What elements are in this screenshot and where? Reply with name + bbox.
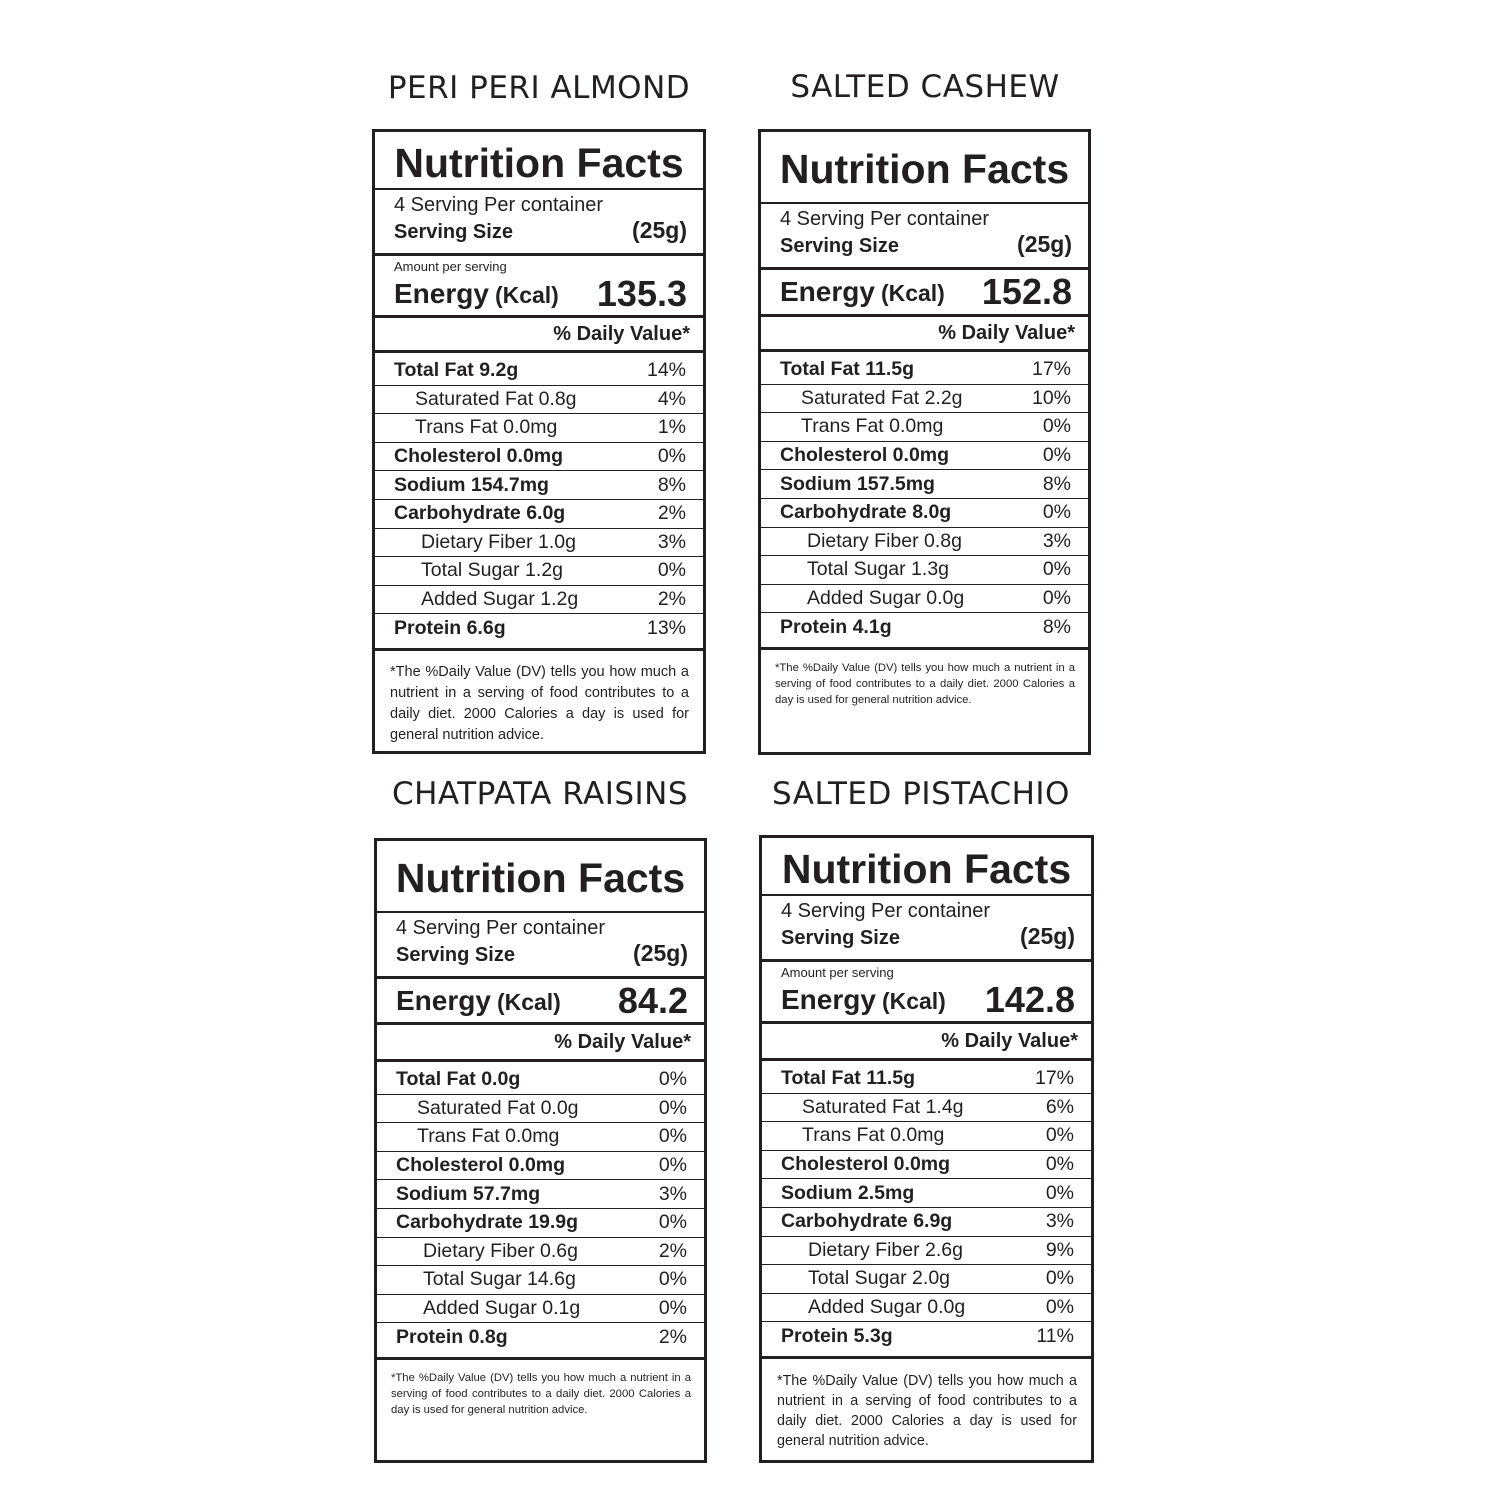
nutrient-row <box>375 443 703 472</box>
nutrient-daily-value: 0% <box>658 1154 687 1177</box>
nutrient-row <box>377 1209 704 1238</box>
nutrient-row <box>761 413 1088 442</box>
nutrient-name: Saturated Fat 0.8g <box>415 387 577 410</box>
nutrient-name: Total Fat 0.0g <box>396 1068 521 1091</box>
energy-row <box>780 270 1072 314</box>
energy-section <box>377 979 704 1025</box>
nutrient-name: Carbohydrate 19.9g <box>396 1211 579 1234</box>
energy-row <box>781 981 1075 1019</box>
nutrient-daily-value: 3% <box>1045 1210 1074 1233</box>
nutrient-row <box>762 1265 1091 1294</box>
nutrient-row <box>762 1294 1091 1323</box>
nutrition-facts-panel <box>372 129 706 754</box>
nutrient-name: Protein 6.6g <box>394 617 506 640</box>
nutrient-daily-value: 17% <box>1031 358 1071 381</box>
nutrient-row <box>377 1323 704 1352</box>
nutrient-name: Carbohydrate 6.0g <box>394 502 566 525</box>
nutrient-row <box>761 499 1088 528</box>
servings-per-container: 4 Serving Per container <box>781 900 991 922</box>
serving-size-label: Serving Size <box>394 221 513 243</box>
nutrition-facts-panel <box>759 835 1094 1463</box>
nutrient-name: Saturated Fat 0.0g <box>417 1096 579 1119</box>
daily-value-header: % Daily Value* <box>377 1025 704 1062</box>
nutrient-row <box>761 442 1088 471</box>
serving-size-value: (25g) <box>633 940 688 966</box>
nutrient-name: Trans Fat 0.0mg <box>802 1124 945 1147</box>
daily-value-footnote: *The %Daily Value (DV) tells you how much a nutrient in a serving of food contributes to a daily diet. 2000 Calories a day is used for general nutrition advice. <box>775 662 1075 706</box>
nutrient-daily-value: 0% <box>1045 1181 1074 1204</box>
nutrient-name: Cholesterol 0.0mg <box>396 1154 566 1177</box>
nutrient-name: Protein 0.8g <box>396 1326 508 1349</box>
nutrient-name: Trans Fat 0.0mg <box>415 416 558 439</box>
nutrient-name: Total Sugar 1.2g <box>421 559 564 582</box>
nutrient-daily-value: 8% <box>1042 472 1071 495</box>
serving-info <box>375 190 703 256</box>
serving-size-value: (25g) <box>632 217 687 243</box>
nutrient-list <box>762 1061 1091 1359</box>
nutrient-name: Added Sugar 0.1g <box>423 1297 581 1320</box>
nutrient-daily-value: 0% <box>658 1096 687 1119</box>
nutrient-name: Sodium 154.7mg <box>394 473 549 496</box>
nutrient-daily-value: 10% <box>1031 386 1071 409</box>
energy-row <box>396 979 688 1022</box>
nutrient-daily-value: 2% <box>658 1326 687 1349</box>
energy-value: 152.8 <box>981 271 1072 312</box>
nutrient-name: Dietary Fiber 0.6g <box>423 1239 578 1262</box>
nutrient-name: Sodium 57.7mg <box>396 1182 541 1205</box>
nutrient-daily-value: 3% <box>658 1182 687 1205</box>
servings-per-container: 4 Serving Per container <box>394 194 604 216</box>
nutrient-row <box>762 1179 1091 1208</box>
nutrient-row <box>762 1065 1091 1094</box>
energy-label: Energy (Kcal) <box>781 984 946 1015</box>
nutrient-name: Added Sugar 0.0g <box>808 1296 966 1319</box>
nutrient-daily-value: 1% <box>657 416 686 439</box>
nutrition-facts-panel <box>758 129 1091 755</box>
nutrient-daily-value: 0% <box>658 1211 687 1234</box>
energy-unit: (Kcal) <box>496 988 561 1015</box>
serving-size-row <box>781 923 1075 950</box>
daily-value-header: % Daily Value* <box>375 318 703 353</box>
product-title: SALTED CASHEW <box>790 69 1060 105</box>
nutrient-name: Total Sugar 1.3g <box>807 558 950 581</box>
daily-value-footnote: *The %Daily Value (DV) tells you how much a nutrient in a serving of food contributes to a daily diet. 2000 Calories a day is used for general nutrition advice. <box>777 1373 1077 1449</box>
nutrient-name: Trans Fat 0.0mg <box>417 1125 560 1148</box>
nutrient-daily-value: 11% <box>1036 1325 1074 1348</box>
energy-unit: (Kcal) <box>880 280 945 306</box>
nutrient-daily-value: 4% <box>657 387 686 410</box>
nutrient-row <box>377 1266 704 1295</box>
nutrient-row <box>375 557 703 586</box>
nutrient-name: Total Fat 11.5g <box>781 1067 916 1090</box>
nutrient-row <box>761 556 1088 585</box>
nutrient-row <box>761 528 1088 557</box>
nutrition-facts-title: Nutrition Facts <box>762 838 1091 896</box>
nutrient-row <box>761 385 1088 414</box>
nutrient-name: Protein 4.1g <box>780 616 892 639</box>
amount-per-serving: Amount per serving <box>394 259 507 274</box>
nutrient-list <box>761 352 1088 650</box>
nutrient-daily-value: 0% <box>657 559 686 582</box>
nutrient-row <box>375 357 703 386</box>
nutrient-daily-value: 8% <box>657 473 686 496</box>
daily-value-header: % Daily Value* <box>762 1024 1091 1061</box>
energy-label: Energy (Kcal) <box>396 984 561 1016</box>
nutrient-name: Saturated Fat 2.2g <box>801 386 963 409</box>
nutrition-facts-title: Nutrition Facts <box>375 132 703 190</box>
nutrient-row <box>375 386 703 415</box>
nutrient-name: Cholesterol 0.0mg <box>780 444 950 467</box>
nutrient-name: Protein 5.3g <box>781 1325 893 1348</box>
servings-per-container: 4 Serving Per container <box>396 917 606 939</box>
nutrient-row <box>377 1066 704 1095</box>
nutrient-name: Sodium 157.5mg <box>780 472 935 495</box>
product-title: CHATPATA RAISINS <box>391 776 689 812</box>
nutrient-name: Saturated Fat 1.4g <box>802 1095 964 1118</box>
nutrient-name: Cholesterol 0.0mg <box>781 1153 951 1176</box>
nutrient-row <box>761 613 1088 642</box>
nutrient-daily-value: 14% <box>646 359 686 382</box>
nutrient-daily-value: 2% <box>657 588 686 611</box>
nutrient-row <box>377 1238 704 1267</box>
nutrient-name: Carbohydrate 8.0g <box>780 501 952 524</box>
nutrient-daily-value: 8% <box>1042 616 1071 639</box>
energy-section <box>761 270 1088 317</box>
energy-value: 142.8 <box>984 979 1075 1020</box>
serving-size-label: Serving Size <box>780 235 899 257</box>
nutrient-name: Total Fat 9.2g <box>394 359 519 382</box>
serving-info <box>761 204 1088 270</box>
energy-label: Energy (Kcal) <box>780 276 945 307</box>
nutrient-name: Cholesterol 0.0mg <box>394 445 564 468</box>
serving-size-label: Serving Size <box>396 944 515 966</box>
nutrient-row <box>762 1208 1091 1237</box>
nutrient-row <box>762 1094 1091 1123</box>
nutrient-row <box>761 356 1088 385</box>
nutrient-row <box>375 529 703 558</box>
nutrition-facts-title: Nutrition Facts <box>761 132 1088 204</box>
energy-section <box>375 256 703 318</box>
serving-size-row <box>394 217 687 244</box>
nutrient-daily-value: 0% <box>1042 444 1071 467</box>
nutrient-row <box>762 1151 1091 1180</box>
nutrient-name: Carbohydrate 6.9g <box>781 1210 953 1233</box>
nutrient-list <box>377 1062 704 1360</box>
energy-value: 84.2 <box>617 979 688 1021</box>
energy-row <box>394 275 687 313</box>
nutrient-daily-value: 0% <box>658 1068 687 1091</box>
serving-size-value: (25g) <box>1020 923 1075 949</box>
serving-info <box>377 913 704 979</box>
nutrient-daily-value: 2% <box>658 1239 687 1262</box>
nutrient-daily-value: 0% <box>658 1125 687 1148</box>
nutrient-daily-value: 0% <box>1042 501 1071 524</box>
nutrient-daily-value: 3% <box>1042 529 1071 552</box>
nutrient-daily-value: 0% <box>1042 415 1071 438</box>
serving-size-row <box>396 940 688 967</box>
nutrient-row <box>761 470 1088 499</box>
nutrient-name: Dietary Fiber 1.0g <box>421 530 576 553</box>
nutrient-row <box>377 1123 704 1152</box>
nutrient-daily-value: 13% <box>646 617 686 640</box>
nutrient-row <box>375 414 703 443</box>
nutrient-daily-value: 0% <box>1045 1296 1074 1319</box>
nutrient-name: Sodium 2.5mg <box>781 1181 915 1204</box>
serving-size-row <box>780 231 1072 258</box>
energy-value: 135.3 <box>596 273 687 314</box>
product-title: PERI PERI ALMOND <box>387 70 691 106</box>
nutrient-name: Total Sugar 14.6g <box>423 1268 576 1291</box>
nutrient-daily-value: 6% <box>1045 1095 1074 1118</box>
nutrient-name: Dietary Fiber 2.6g <box>808 1238 963 1261</box>
nutrient-name: Added Sugar 1.2g <box>421 588 579 611</box>
daily-value-footnote: *The %Daily Value (DV) tells you how much a nutrient in a serving of food contributes to a daily diet. 2000 Calories a day is used for general nutrition advice. <box>391 1372 691 1416</box>
nutrient-daily-value: 9% <box>1045 1238 1074 1261</box>
nutrient-name: Total Fat 11.5g <box>780 358 915 381</box>
nutrient-row <box>375 614 703 643</box>
nutrient-row <box>377 1152 704 1181</box>
nutrient-row <box>377 1295 704 1324</box>
energy-unit: (Kcal) <box>881 988 946 1014</box>
nutrient-daily-value: 2% <box>657 502 686 525</box>
nutrient-daily-value: 0% <box>1042 558 1071 581</box>
serving-info <box>762 896 1091 962</box>
daily-value-header: % Daily Value* <box>761 317 1088 352</box>
nutrient-daily-value: 0% <box>658 1297 687 1320</box>
servings-per-container: 4 Serving Per container <box>780 208 990 230</box>
nutrition-facts-panel <box>374 838 707 1463</box>
nutrient-row <box>375 500 703 529</box>
nutrient-row <box>377 1180 704 1209</box>
nutrient-row <box>375 586 703 615</box>
energy-label: Energy (Kcal) <box>394 278 559 309</box>
energy-section <box>762 962 1091 1024</box>
nutrient-name: Added Sugar 0.0g <box>807 587 965 610</box>
nutrient-daily-value: 0% <box>1042 587 1071 610</box>
nutrient-name: Trans Fat 0.0mg <box>801 415 944 438</box>
nutrient-daily-value: 0% <box>658 1268 687 1291</box>
nutrient-row <box>762 1322 1091 1351</box>
nutrient-row <box>377 1095 704 1124</box>
nutrient-row <box>762 1237 1091 1266</box>
nutrition-facts-title: Nutrition Facts <box>377 841 704 913</box>
energy-unit: (Kcal) <box>494 282 559 308</box>
nutrient-name: Dietary Fiber 0.8g <box>807 529 962 552</box>
nutrient-row <box>761 585 1088 614</box>
daily-value-footnote: *The %Daily Value (DV) tells you how much a nutrient in a serving of food contributes to a daily diet. 2000 Calories a day is used for general nutrition advice. <box>390 664 689 743</box>
amount-per-serving: Amount per serving <box>781 965 894 980</box>
nutrient-daily-value: 17% <box>1034 1067 1074 1090</box>
nutrient-daily-value: 0% <box>1045 1153 1074 1176</box>
nutrient-daily-value: 3% <box>657 530 686 553</box>
nutrient-daily-value: 0% <box>657 445 686 468</box>
nutrient-daily-value: 0% <box>1045 1267 1074 1290</box>
serving-size-value: (25g) <box>1017 231 1072 257</box>
nutrient-daily-value: 0% <box>1045 1124 1074 1147</box>
product-title: SALTED PISTACHIO <box>772 776 1070 812</box>
nutrient-row <box>762 1122 1091 1151</box>
serving-size-label: Serving Size <box>781 927 900 949</box>
nutrient-name: Total Sugar 2.0g <box>808 1267 951 1290</box>
nutrient-row <box>375 471 703 500</box>
nutrient-list <box>375 353 703 651</box>
